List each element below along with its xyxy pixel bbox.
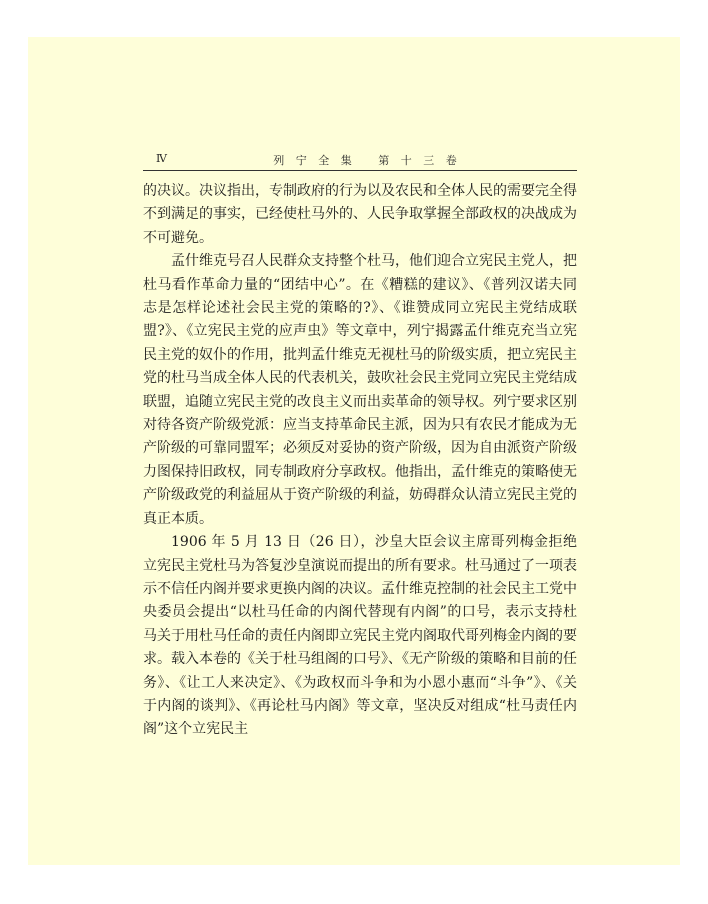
paragraph: 1906 年 5 月 13 日（26 日），沙皇大臣会议主席哥列梅金拒绝立宪民主党杜马为答复沙皇演说而提出的所有要求。杜马通过了一项表示不信任内阁并要求更换内阁的决议。孟什维克控制的社会民主工党中央委员会提出“以杜马任命的内阁代替现有内阁”的口号，表示支持杜马关于用杜马任命的责任内阁即立宪民主党内阁取代哥列梅金内阁的要求。载入本卷的《关于杜马组阁的口号》、《无产阶级的策略和目前的任务》、《让工人来决定》、《为政权而斗争和为小恩小惠而“斗争”》、《关于内阁的谈判》、《再论杜马内阁》等文章，坚决反对组成“杜马责任内阁”这个立宪民主 bbox=[143, 534, 577, 738]
header-rule bbox=[143, 170, 577, 171]
paragraph: 的决议。决议指出，专制政府的行为以及农民和全体人民的需要完全得不到满足的事实，已经使杜马外的、人民争取掌握全部政权的决战成为不可避免。 bbox=[143, 183, 577, 246]
page-number: Ⅳ bbox=[156, 152, 167, 165]
book-title: 列 宁 全 集 第 十 三 卷 bbox=[273, 154, 461, 167]
running-header bbox=[146, 150, 578, 170]
body-text bbox=[143, 180, 577, 742]
paragraph: 孟什维克号召人民群众支持整个杜马，他们迎合立宪民主党人，把杜马看作革命力量的“团结中心”。在《糟糕的建议》、《普列汉诺夫同志是怎样论述社会民主党的策略的?》、《谁赞成同立宪民主党结成联盟?》、《立宪民主党的应声虫》等文章中，列宁揭露孟什维克充当立宪民主党的奴仆的作用，批判孟什维克无视杜马的阶级实质，把立宪民主党的杜马当成全体人民的代表机关，鼓吹社会民主党同立宪民主党结成联盟，追随立宪民主党的改良主义而出卖革命的领导权。列宁要求区别对待各资产阶级党派：应当支持革命民主派，因为只有农民才能成为无产阶级的可靠同盟军；必须反对妥协的资产阶级，因为自由派资产阶级力图保持旧政权，同专制政府分享政权。他指出，孟什维克的策略使无产阶级政党的利益屈从于资产阶级的利益，妨碍群众认清立宪民主党的真正本质。 bbox=[143, 253, 577, 527]
